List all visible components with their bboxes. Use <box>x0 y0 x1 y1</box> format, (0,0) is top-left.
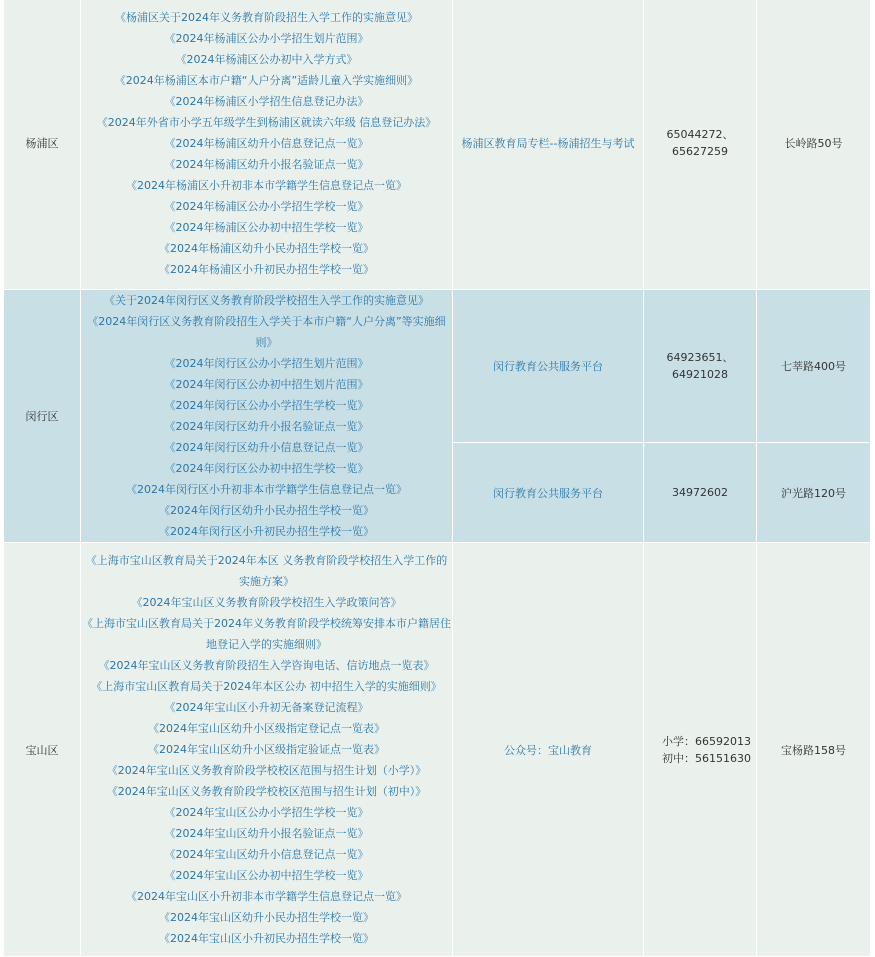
policy-link[interactable]: 《2024年闵行区公办初中招生学校一览》 <box>164 462 369 475</box>
policy-link[interactable]: 《2024年杨浦区公办初中入学方式》 <box>175 52 358 66</box>
platform-link[interactable]: 闵行教育公共服务平台 <box>493 360 603 374</box>
table-row <box>4 543 871 957</box>
address-cell: 宝杨路158号 <box>757 543 871 957</box>
policy-links <box>81 290 453 543</box>
policy-link[interactable]: 《2024年宝山区小升初非本市学籍学生信息登记点一览》 <box>126 890 407 903</box>
policy-link[interactable]: 《2024年宝山区幼升小区级指定验证点一览表》 <box>148 743 385 756</box>
policy-link[interactable]: 《2024年闵行区幼升小民办招生学校一览》 <box>159 504 374 517</box>
policy-link[interactable]: 《关于2024年闵行区义务教育阶段学校招生入学工作的实施意见》 <box>104 294 429 307</box>
platform-link[interactable]: 杨浦区教育局专栏--杨浦招生与考试 <box>461 137 635 150</box>
phone-cell <box>644 543 757 957</box>
platform-cell <box>453 443 644 543</box>
phone-number: 初中：56151630 <box>662 751 751 765</box>
phone-number: 64923651、 <box>666 351 734 365</box>
phone-cell <box>644 290 757 443</box>
policy-link[interactable]: 《2024年杨浦区公办小学招生学校一览》 <box>164 199 369 213</box>
policy-link[interactable]: 《上海市宝山区教育局关于2024年本区 义务教育阶段学校招生入学工作的实施方案》 <box>85 554 448 588</box>
district-name: 闵行区 <box>4 290 81 543</box>
policy-link[interactable]: 《2024年闵行区公办小学招生学校一览》 <box>164 399 369 412</box>
policy-link[interactable]: 《2024年宝山区公办初中招生学校一览》 <box>164 869 369 882</box>
policy-link[interactable]: 《2024年宝山区小升初无备案登记流程》 <box>164 701 369 714</box>
policy-link[interactable]: 《2024年宝山区公办小学招生学校一览》 <box>164 806 369 819</box>
table-row <box>4 0 871 290</box>
policy-link[interactable]: 《2024年宝山区义务教育阶段学校校区范围与招生计划（小学）》 <box>106 764 427 777</box>
policy-link[interactable]: 《2024年杨浦区幼升小报名验证点一览》 <box>164 157 369 171</box>
phone-number: 65627259 <box>672 145 728 158</box>
policy-link[interactable]: 《2024年宝山区幼升小报名验证点一览》 <box>164 827 369 840</box>
policy-link[interactable]: 《2024年宝山区幼升小区级指定登记点一览表》 <box>148 722 385 735</box>
policy-link[interactable]: 《2024年杨浦区公办初中招生学校一览》 <box>164 220 369 234</box>
phone-number: 小学：66592013 <box>662 734 751 748</box>
platform-link[interactable]: 公众号：宝山教育 <box>504 743 592 757</box>
policy-link[interactable]: 《2024年闵行区义务教育阶段招生入学关于本市户籍“人户分离”等实施细则》 <box>87 315 446 349</box>
policy-link[interactable]: 《2024年宝山区义务教育阶段招生入学咨询电话、信访地点一览表》 <box>98 659 435 672</box>
policy-links <box>81 0 453 290</box>
policy-link[interactable]: 《2024年闵行区小升初非本市学籍学生信息登记点一览》 <box>126 483 407 496</box>
address-cell: 七莘路400号 <box>757 290 871 443</box>
policy-link[interactable]: 《2024年宝山区小升初民办招生学校一览》 <box>159 932 374 945</box>
policy-link[interactable]: 《杨浦区关于2024年义务教育阶段招生入学工作的实施意见》 <box>115 10 418 24</box>
policy-link[interactable]: 《2024年宝山区义务教育阶段学校招生入学政策问答》 <box>131 596 402 609</box>
policy-link[interactable]: 《2024年外省市小学五年级学生到杨浦区就读六年级 信息登记办法》 <box>96 115 437 129</box>
phone-number: 34972602 <box>672 486 728 500</box>
phone-number: 65044272、 <box>666 128 734 141</box>
platform-cell <box>453 543 644 957</box>
policy-link[interactable]: 《2024年宝山区义务教育阶段学校校区范围与招生计划（初中）》 <box>106 785 427 798</box>
policy-link[interactable]: 《2024年杨浦区幼升小信息登记点一览》 <box>164 136 369 150</box>
policy-link[interactable]: 《2024年宝山区幼升小信息登记点一览》 <box>164 848 369 861</box>
policy-link[interactable]: 《2024年杨浦区小升初非本市学籍学生信息登记点一览》 <box>126 178 407 192</box>
platform-cell <box>453 0 644 290</box>
phone-cell <box>644 443 757 543</box>
district-enrollment-table <box>3 0 871 957</box>
phone-number: 64921028 <box>672 368 728 382</box>
policy-link[interactable]: 《2024年杨浦区幼升小民办招生学校一览》 <box>159 241 374 255</box>
policy-link[interactable]: 《上海市宝山区教育局关于2024年义务教育阶段学校统筹安排本市户籍居住地登记入学的实施细则》 <box>82 617 451 651</box>
policy-link[interactable]: 《2024年宝山区幼升小民办招生学校一览》 <box>159 911 374 924</box>
policy-link[interactable]: 《2024年杨浦区小学招生信息登记办法》 <box>164 94 369 108</box>
phone-cell <box>644 0 757 290</box>
policy-link[interactable]: 《2024年杨浦区公办小学招生划片范围》 <box>164 31 369 45</box>
policy-links <box>81 543 453 957</box>
policy-link[interactable]: 《2024年闵行区幼升小报名验证点一览》 <box>164 420 369 433</box>
policy-link[interactable]: 《2024年闵行区幼升小信息登记点一览》 <box>164 441 369 454</box>
policy-link[interactable]: 《2024年闵行区公办小学招生划片范围》 <box>164 357 369 370</box>
platform-cell <box>453 290 644 443</box>
district-name: 宝山区 <box>4 543 81 957</box>
district-name: 杨浦区 <box>4 0 81 290</box>
policy-link[interactable]: 《2024年闵行区小升初民办招生学校一览》 <box>159 525 374 538</box>
policy-link[interactable]: 《2024年闵行区公办初中招生划片范围》 <box>164 378 369 391</box>
address-cell: 长岭路50号 <box>757 0 871 290</box>
table-row <box>4 290 871 443</box>
policy-link[interactable]: 《2024年杨浦区本市户籍“人户分离”适龄儿童入学实施细则》 <box>114 73 419 87</box>
policy-link[interactable]: 《2024年杨浦区小升初民办招生学校一览》 <box>159 262 374 276</box>
address-cell: 沪光路120号 <box>757 443 871 543</box>
platform-link[interactable]: 闵行教育公共服务平台 <box>493 486 603 500</box>
policy-link[interactable]: 《上海市宝山区教育局关于2024年本区公办 初中招生入学的实施细则》 <box>91 680 442 693</box>
